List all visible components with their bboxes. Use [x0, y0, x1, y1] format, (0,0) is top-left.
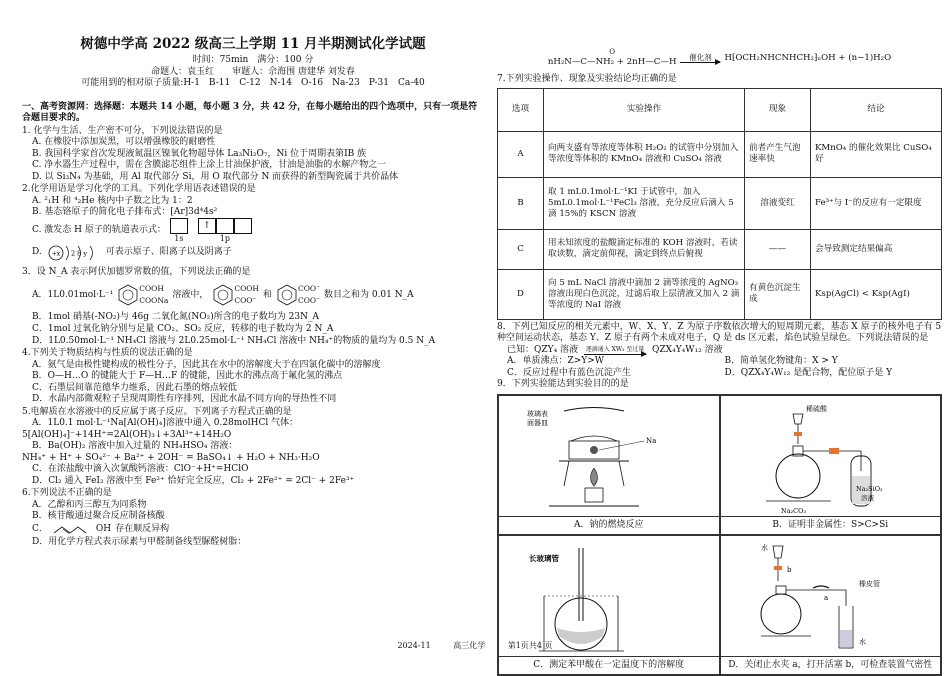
q1-stem: 1. 化学与生活、生产密不可分，下列说法错误的是	[22, 125, 223, 136]
label-b: b	[786, 565, 791, 574]
footer-page: 第1页共4 页	[507, 641, 553, 650]
chem3-bot: COO⁻	[297, 296, 320, 306]
chem1-top: COOH	[139, 284, 164, 294]
atom-structure-icon	[46, 243, 102, 263]
acidity-comparison-apparatus-icon	[721, 396, 942, 516]
benzene-ring-icon	[276, 282, 298, 308]
q4-stem: 4.下列关于物质结构与性质的说法正确的是	[22, 348, 193, 359]
q8-arrow	[584, 346, 646, 355]
reaction-arrow	[680, 53, 720, 64]
label-dilute-acid: 稀硫酸	[805, 404, 827, 413]
section-heading: 一、高考资源网：选择题：本题共 14 小题，每小题 3 分，共 42 分，在每小题给出的四个选项中，只有一项是符合题目要求的。	[22, 101, 478, 124]
q6-option-c	[22, 523, 484, 537]
q4-option-b: B．O—H…O 的键能大于 F—H…F 的键能，因此水的沸点高于氟化氢的沸点	[32, 371, 343, 382]
q7-cell-option: B	[498, 177, 544, 229]
authors-line: 命题人：袁玉红 审题人：佘海围 唐建华 刘发春	[151, 66, 355, 77]
solubility-apparatus-icon	[499, 536, 720, 656]
label-na: Na	[646, 436, 657, 445]
benzene-compound-2	[212, 282, 259, 308]
q8-option-b: B．简单氢化物键角：X > Y	[724, 356, 838, 367]
q5-option-a-equation: 5[Al(OH)₄]⁻+14H⁺=2Al(OH)₃↓+3Al³⁺+14H₂O	[22, 429, 232, 440]
q3-a-and: 和	[262, 289, 272, 300]
q1-option-a: A. 在橡胶中添加炭黑，可以增强橡胶的耐磨性	[32, 137, 216, 148]
table-row	[498, 269, 942, 319]
sodium-combustion-apparatus-icon	[499, 396, 720, 516]
chem2-top: COOH	[234, 284, 259, 294]
q1-option-d: D. 以 Si₃N₄ 为基础，用 Al 取代部分 Si，用 O 取代部分 N 而获得的新型陶瓷属于共价晶体	[32, 171, 399, 182]
label-water-bottom: 水	[858, 637, 866, 646]
q3-option-c: C．1mol 过氧化钠分别与足量 CO₂、SO₂ 反应，转移的电子数均为 2 N_A	[32, 324, 334, 334]
q6-stem: 6.下列说法不正确的是	[22, 488, 112, 499]
label-long-tube: 长玻璃管	[529, 553, 559, 563]
q8-stem: 8．下列已知反应的相关元素中，W、X、Y、Z 为原子序数依次增大的短周期元素，基态 X 原子的核外电子有 5 种空间运动状态，基态 Y、Z 原子有两个未成对电子，Q 是 ds 区元素，焰色试验呈绿色。下列说法错误的是	[497, 321, 942, 344]
q7-header-conclusion: 结论	[811, 88, 942, 131]
q6-option-b: B．核苷酸通过聚合反应制备核酸	[32, 511, 165, 522]
orbital-label-1s: 1s	[174, 233, 184, 243]
q7-cell-operation: 向两支盛有等浓度等体积 H₂O₂ 的试管中分别加入等浓度等体积的 KMnO₄ 溶液和 CuSO₄ 溶液	[544, 131, 745, 177]
q2-option-d-text: 可表示原子、阳离子以及阴离子	[105, 247, 232, 258]
q2-option-c-text: C. 激发态 H 原子的轨道表示式：	[32, 225, 166, 236]
q8-known-post: QZX₄Y₄W₁₂ 溶液	[652, 344, 723, 355]
q1-option-b: B. 我国科学家首次发现液氮温区镍氧化物超导体 La₃Ni₂O₇，Ni 位于周期表第ⅠB 族	[32, 148, 367, 159]
q7-cell-operation: 取 1 mL0.1mol·L⁻¹KI 于试管中，加入 5mL0.1mol·L⁻¹FeCl₃ 溶液，充分反应后滴入 5 滴 15%的 KSCN 溶液	[544, 177, 745, 229]
q7-cell-conclusion: Fe³⁺与 I⁻的反应有一定限度	[811, 177, 942, 229]
orbital-label-1p: 1p	[219, 233, 230, 243]
q2-stem: 2.化学用语是学习化学的工具。下列化学用语表述错误的是	[22, 184, 256, 195]
q7-cell-option: D	[498, 269, 544, 319]
reaction-o-label: O	[609, 48, 616, 57]
page-footer	[0, 641, 950, 651]
table-row	[498, 131, 942, 177]
q8-option-c: C．反应过程中有蓝色沉淀产生	[507, 367, 631, 378]
q7-table-header	[498, 88, 942, 131]
caption-a: A．钠的燃烧反应	[499, 516, 719, 534]
orbital-box-1s	[170, 218, 188, 234]
airtightness-apparatus-icon	[721, 536, 942, 656]
q2-option-c	[22, 219, 484, 243]
chem1-bot: COONa	[139, 296, 169, 306]
q7-cell-conclusion: Ksp(AgCl) < Ksp(AgI)	[811, 269, 942, 319]
table-row	[498, 229, 942, 269]
q8-option-a: A．单质沸点：Z>Y>W	[507, 356, 605, 367]
q5-option-a: A．1L0.1 mol·L⁻¹Na[Al(OH)₄]溶液中通入 0.28molHCl 气体：	[32, 418, 299, 429]
q8-options-row-2	[497, 368, 942, 380]
reaction-condition: 催化剂	[689, 52, 712, 62]
orbital-box-p2	[216, 218, 234, 234]
chem2-bot: COO⁻	[234, 296, 257, 306]
q5-option-b-equation: NH₄⁺ + H⁺ + SO₄²⁻ + Ba²⁺ + 2OH⁻ = BaSO₄↓ + H₂O + NH₃·H₂O	[22, 452, 320, 463]
reaction-right: H⁅OCH₂NHCNHCH₂⁆ₙOH + (n−1)H₂O	[724, 52, 892, 63]
table-row	[498, 177, 942, 229]
chem3-top: COO⁻	[297, 284, 320, 294]
orbital-diagram	[170, 218, 252, 244]
label-solution: 溶液	[860, 493, 874, 502]
label-water-top: 水	[760, 543, 768, 552]
label-carbonate: Na₂CO₃	[780, 506, 806, 515]
caption-b: B．证明非金属性：S>C>Si	[721, 516, 941, 534]
q7-cell-operation: 用未知浓度的盐酸滴定标准的 KOH 溶液时，若读取读数，滴定前仰视，滴定到终点后俯视	[544, 229, 745, 269]
q3-option-a	[22, 278, 484, 312]
q7-cell-phenomenon: 前者产生气泡速率快	[745, 131, 811, 177]
q3-a-mid: 溶液中，	[172, 289, 209, 300]
q8-condition: 逐滴通入 XW₃ 至过量	[585, 345, 645, 353]
q2-option-d	[22, 243, 484, 263]
orbital-box-p1: ↑	[198, 218, 216, 234]
footer-date: 2024-11	[397, 641, 431, 650]
q2-option-a: A. ²₁H 和 ⁴₂He 核内中子数之比为 1：2	[32, 195, 193, 206]
page-title: 树德中学高 2022 级高三上学期 11 月半期测试化学试题	[80, 36, 426, 52]
q3-option-d: D．1L0.50mol·L⁻¹ NH₄Cl 溶液与 2L0.25mol·L⁻¹ NH₄Cl 溶液中 NH₄⁺的物质的量均为 0.5 N_A	[32, 335, 436, 346]
q7-header-operation: 实验操作	[544, 88, 745, 131]
q6-c-pre: C．	[32, 524, 48, 534]
apparatus-d	[720, 535, 942, 675]
q7-cell-phenomenon: 溶液变红	[745, 177, 811, 229]
footer-grade: 高三化学	[453, 641, 486, 650]
q7-cell-conclusion: 会导致测定结果偏高	[811, 229, 942, 269]
q2-option-d-label: D.	[32, 247, 42, 258]
label-dish: 面器皿	[527, 418, 548, 427]
q7-cell-operation: 向 5 mL NaCl 溶液中滴加 2 滴等浓度的 AgNO₃ 溶液出现白色沉淀，过滤后取上层清液又加入 2 滴等浓度的 NaI 溶液	[544, 269, 745, 319]
q7-cell-option: A	[498, 131, 544, 177]
q5-option-c: C．在浓盐酸中滴入次氯酸钙溶液：ClO⁻+H⁺=HClO	[32, 464, 249, 475]
right-column	[497, 42, 942, 676]
q3-option-b: B．1mol 硝基(-NO₂)与 46g 二氧化氮(NO₂)所含的电子数均为 23N_A	[32, 312, 319, 323]
q7-stem: 7.下列实验操作、现象及实验结论均正确的是	[497, 74, 677, 84]
q7-cell-option: C	[498, 229, 544, 269]
apparatus-b	[720, 395, 942, 535]
apparatus-a	[498, 395, 720, 535]
q8-known	[497, 345, 942, 357]
q6-c-post: 存在顺反异构	[115, 524, 170, 534]
q9-stem: 9．下列实验能达到实验目的的是	[497, 379, 629, 390]
q5-option-d: D．Cl₂ 通入 FeI₂ 溶液中至 Fe²⁺ 恰好完全反应，Cl₂ + 2Fe²⁺ = 2Cl⁻ + 2Fe³⁺	[32, 475, 355, 486]
q8-options-row-1	[497, 356, 942, 368]
q7-table	[497, 88, 942, 320]
q3-a-pre: A．1L0.01mol·L⁻¹	[32, 289, 114, 300]
nucleus-label: +x	[51, 250, 60, 258]
q7-header-option: 选项	[498, 88, 544, 131]
orbital-box-p3	[234, 218, 252, 234]
caption-d: D．关闭止水夹 a，打开活塞 b，可检查装置气密性	[721, 656, 941, 674]
shell-electrons: 2 8 y	[70, 249, 87, 258]
skeletal-formula-icon	[52, 524, 92, 536]
caption-c: C．测定苯甲酸在一定温度下的溶解度	[499, 656, 719, 674]
q5-option-b: B．Ba(OH)₂ 溶液中加入过量的 NH₄HSO₄ 溶液：	[32, 441, 238, 452]
benzene-ring-icon	[212, 282, 234, 308]
benzene-compound-1	[117, 282, 168, 308]
q7-header-phenomenon: 现象	[745, 88, 811, 131]
time-line: 时间：75min 满分：100 分	[192, 55, 314, 66]
q4-option-a: A．氨气是由极性键构成的极性分子，因此其在水中的溶解度大于在四氯化碳中的溶解度	[32, 359, 381, 370]
q6-option-d: D．用化学方程式表示尿素与甲醛制备线型脲醛树脂：	[32, 536, 247, 547]
atomic-masses: 可能用到的相对原子质量:H-1 B-11 C-12 N-14 O-16 Na-23 P-31 Ca-40	[81, 78, 425, 89]
q7-cell-phenomenon: ——	[745, 229, 811, 269]
label-a: a	[823, 593, 828, 602]
reaction-left: nH₂N—C—NH₂ + 2nH—C—H	[547, 56, 677, 67]
q3-a-post: 数目之和为 0.01 N_A	[323, 289, 414, 300]
q9-apparatus-grid	[497, 394, 942, 676]
left-column	[22, 36, 484, 548]
q5-stem: 5.电解质在水溶液中的反应属于离子反应。下列离子方程式正确的是	[22, 406, 292, 417]
q7-cell-phenomenon: 有黄色沉淀生成	[745, 269, 811, 319]
q2-option-b: B. 基态铬原子的简化电子排布式：[Ar]3d⁴4s²	[32, 207, 218, 218]
urea-formaldehyde-reaction	[497, 42, 942, 74]
apparatus-c	[498, 535, 720, 675]
q6-option-a: A．乙醇和丙三醇互为同系物	[32, 499, 147, 510]
q8-option-d: D．QZX₄Y₄W₁₂ 是配合物，配位原子是 Y	[724, 367, 893, 378]
q3-stem: 3．设 N_A 表示阿伏加德罗常数的值，下列说法正确的是	[22, 266, 251, 277]
label-glass: 玻璃表	[527, 409, 548, 418]
q4-option-c: C．石墨层间靠范德华力维系，因此石墨的熔点较低	[32, 382, 237, 393]
q7-cell-conclusion: KMnO₄ 的催化效果比 CuSO₄ 好	[811, 131, 942, 177]
label-silicate: Na₂SiO₃	[855, 484, 883, 493]
label-rubber-tube: 橡皮管	[858, 579, 880, 588]
q8-known-pre: 已知：QZY₄ 溶液	[507, 344, 579, 355]
benzene-compound-3	[276, 282, 320, 308]
q4-option-d: D．水晶内部微观粒子呈现周期性有序排列，因此水晶不同方向的导热性不同	[32, 394, 337, 405]
q1-option-c: C. 净水器生产过程中，需在含膜滤芯组件上涂上甘油保护液，甘油是油脂的水解产物之一	[32, 160, 387, 171]
q6-c-oh: OH	[95, 524, 112, 534]
benzene-ring-icon	[117, 282, 139, 308]
